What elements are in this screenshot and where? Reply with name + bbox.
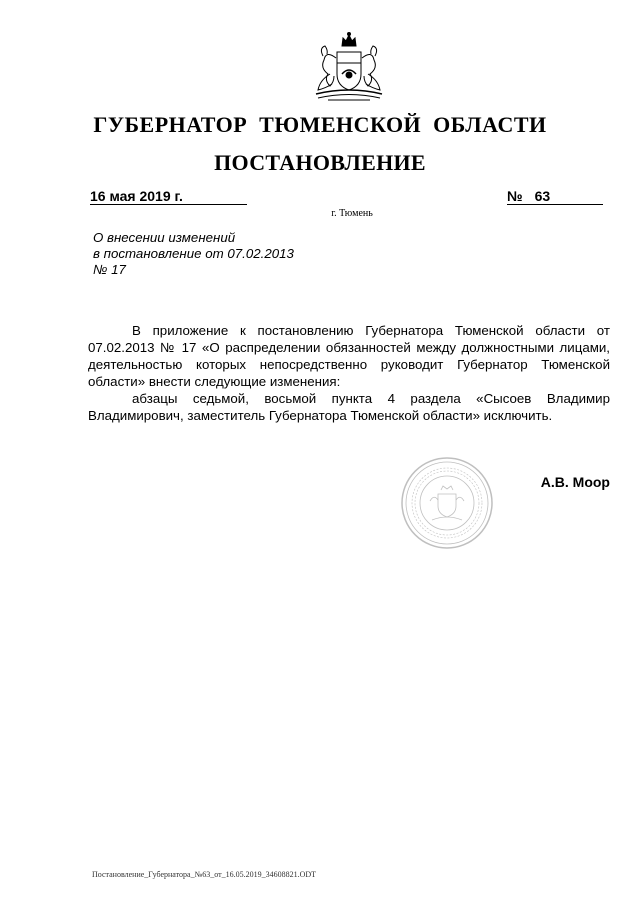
subject-line: в постановление от 07.02.2013 bbox=[93, 246, 294, 261]
document-body bbox=[88, 322, 610, 424]
subject-line: О внесении изменений bbox=[93, 230, 236, 245]
signatory-name: А.В. Моор bbox=[540, 474, 610, 490]
file-name-footer: Постановление_Губернатора_№63_от_16.05.2019_34608821.ODT bbox=[92, 870, 317, 879]
document-type-title: ПОСТАНОВЛЕНИЕ bbox=[214, 150, 426, 175]
body-paragraph: В приложение к постановлению Губернатора Тюменской области от 07.02.2013 № 17 «О распределении обязанностей между должностными лицами, деятельностью которых непосредственно руководит Губернатор Тюменской области» внести следующие изменения: bbox=[88, 323, 610, 389]
coat-of-arms-icon bbox=[306, 30, 392, 104]
document-number-line bbox=[507, 188, 603, 205]
document-number: 63 bbox=[534, 188, 551, 204]
body-paragraph: абзацы седьмой, восьмой пункта 4 раздела «Сысоев Владимир Владимирович, заместитель Губернатора Тюменской области» исключить. bbox=[88, 391, 610, 423]
subject-line: № 17 bbox=[93, 262, 126, 277]
document-date: 16 мая 2019 г. bbox=[90, 188, 247, 205]
city-label: г. Тюмень bbox=[331, 208, 373, 219]
number-sign: № bbox=[507, 188, 523, 204]
subject-block bbox=[93, 230, 353, 278]
official-seal-icon bbox=[400, 456, 494, 550]
issuer-title: ГУБЕРНАТОР ТЮМЕНСКОЙ ОБЛАСТИ bbox=[93, 112, 547, 137]
